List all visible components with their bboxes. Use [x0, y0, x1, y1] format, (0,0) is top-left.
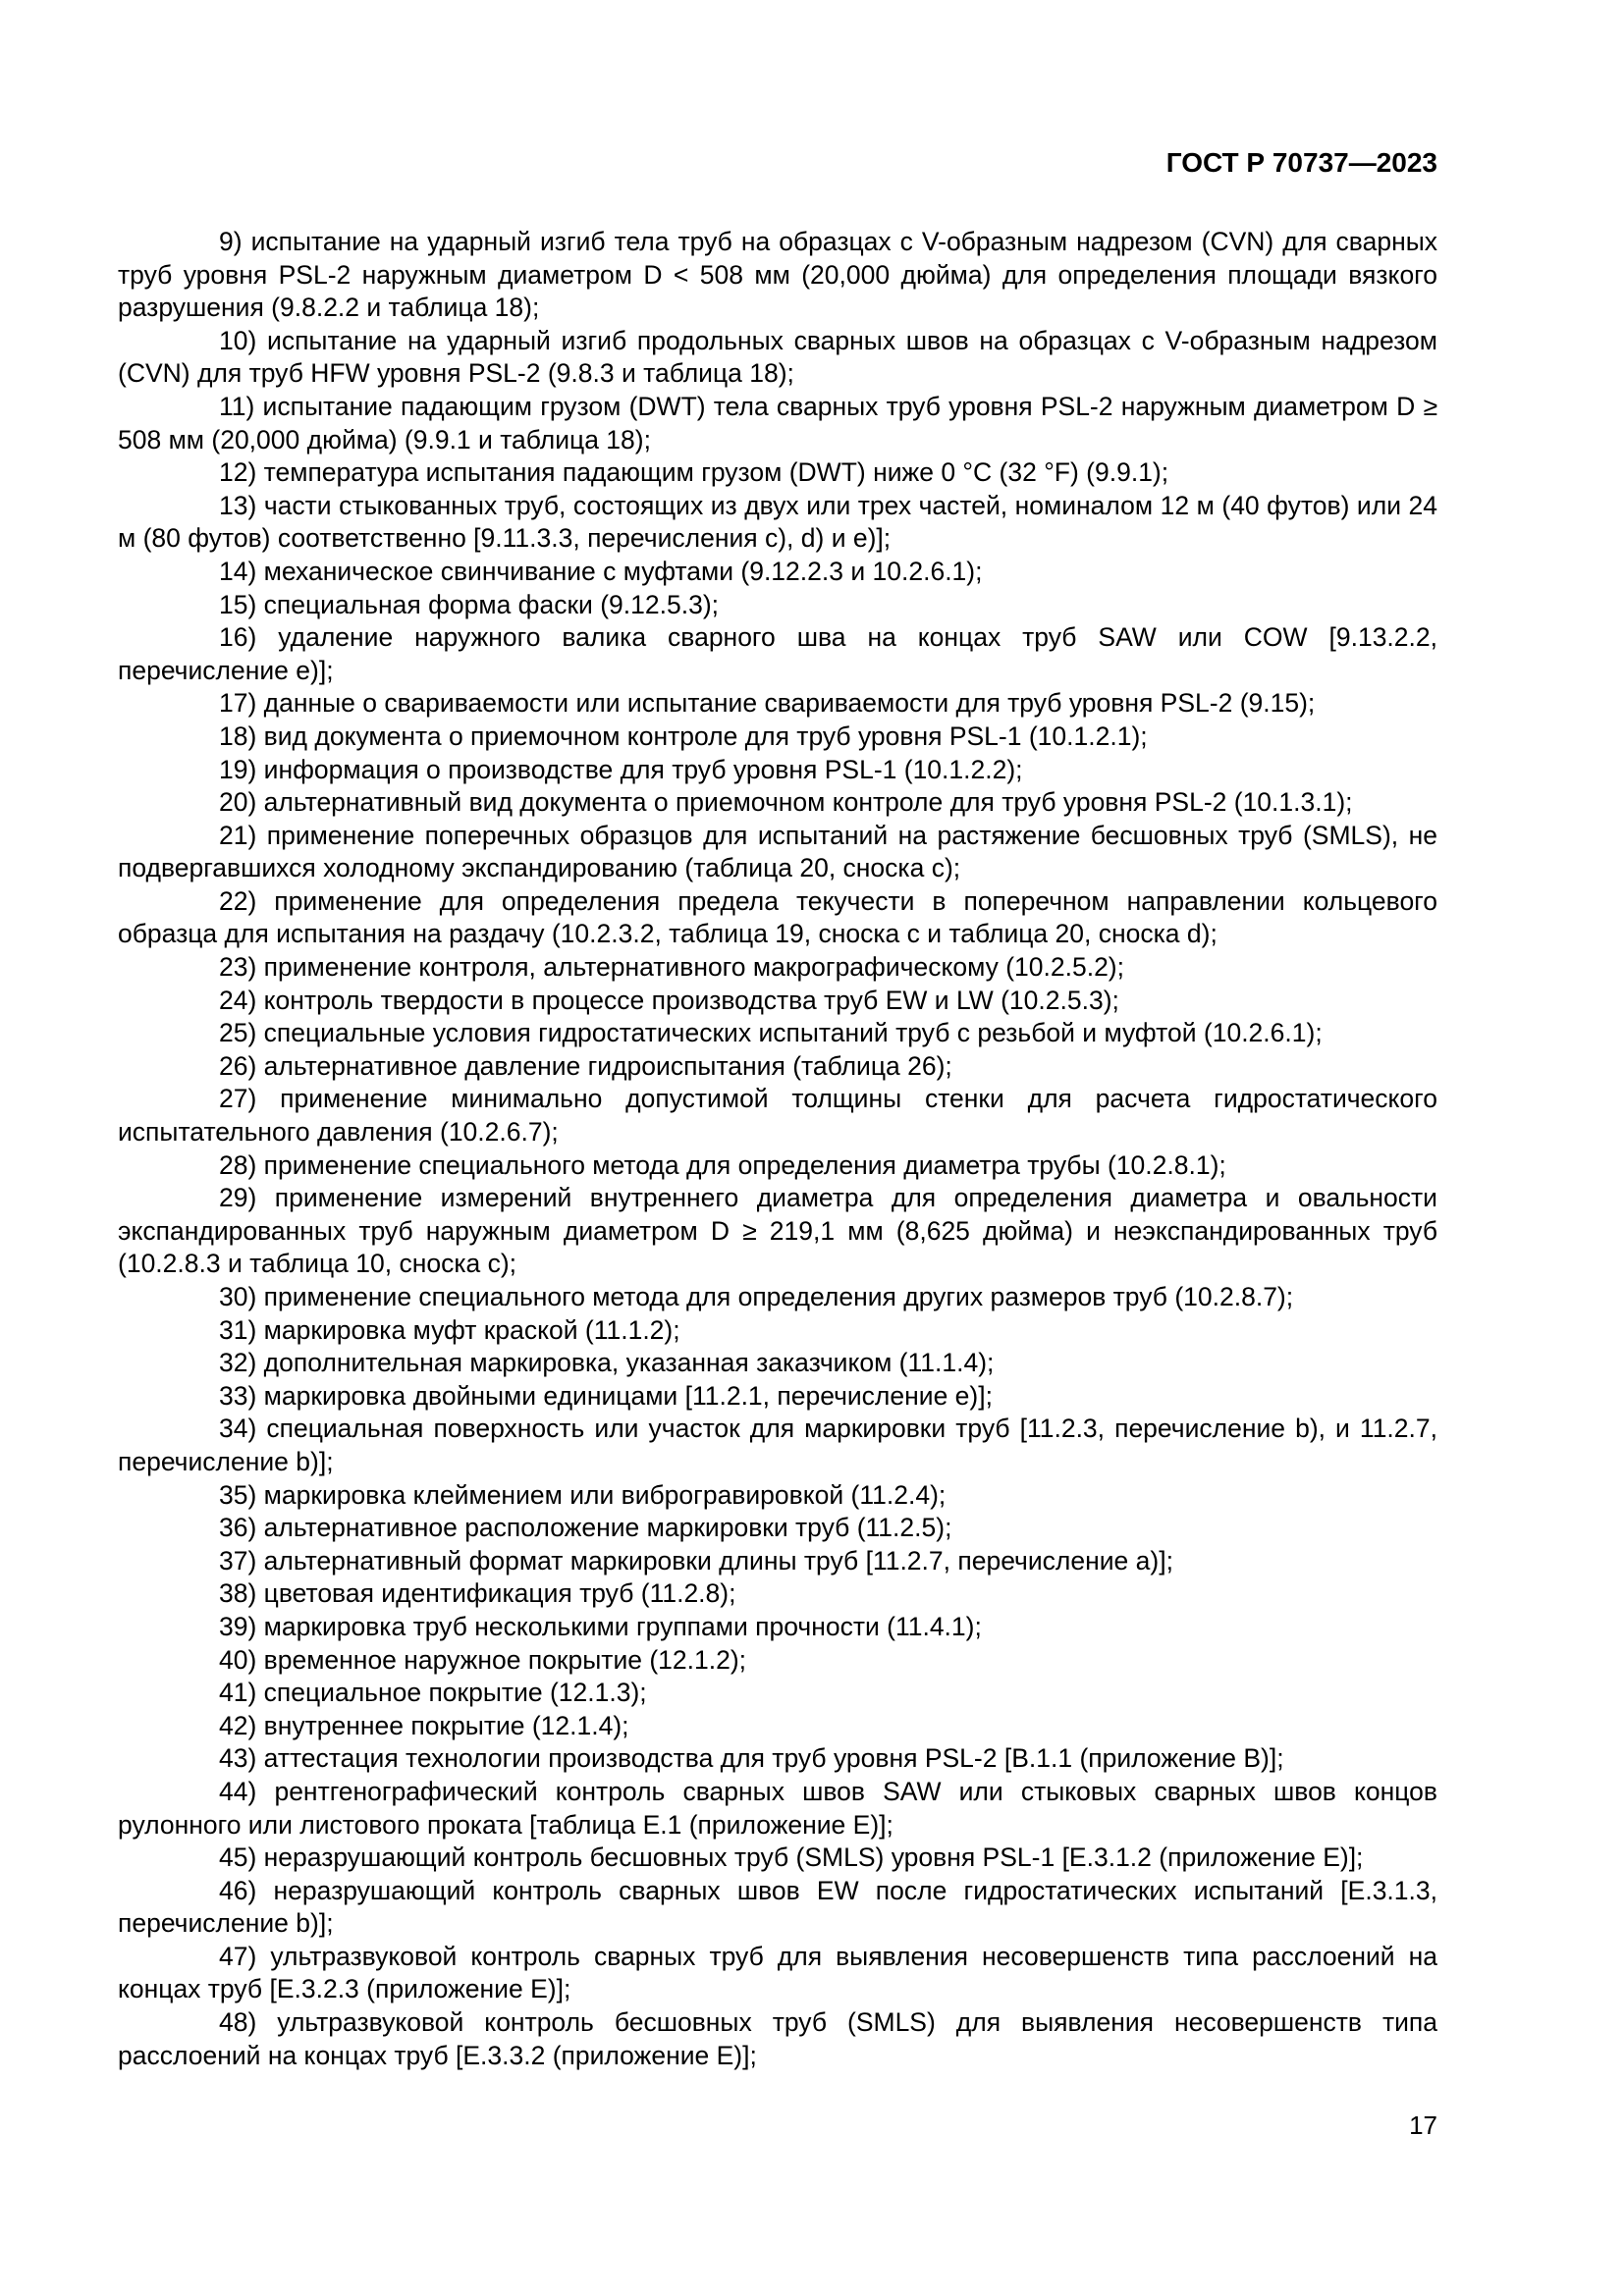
list-item: 31) маркировка муфт краской (11.1.2); [219, 1314, 680, 1345]
list-item: 38) цветовая идентификация труб (11.2.8); [219, 1578, 736, 1609]
list-item: 17) данные о свариваемости или испытание свариваемости для труб уровня PSL-2 (9.15); [219, 688, 1316, 719]
list-item: 37) альтернативный формат маркировки длины труб [11.2.7, перечисление a)]; [219, 1545, 1173, 1575]
list-item: 34) специальная поверхность или участок для маркировки труб [11.2.3, перечисление b), и 11.2.7, перечисление b)]; [118, 1414, 1437, 1476]
list-item: 47) ультразвуковой контроль сварных труб для выявления несовершенств типа расслоений на концах труб [E.3.2.3 (приложение E)]; [118, 1941, 1437, 2004]
list-item: 40) временное наружное покрытие (12.1.2); [219, 1644, 747, 1675]
list-item: 9) испытание на ударный изгиб тела труб на образцах с V-образным надрезом (CVN) для сварных труб уровня PSL-2 наружным диаметром D < 508 мм (20,000 дюйма) для определения площади вязкого разрушения (9.8.2.2 и таблица 18); [118, 227, 1437, 323]
list-item: 13) части стыкованных труб, состоящих из двух или трех частей, номиналом 12 м (40 футов) или 24 м (80 футов) соответственно [9.11.3.3, перечисления c), d) и e)]; [118, 490, 1437, 554]
list-item: 18) вид документа о приемочном контроле для труб уровня PSL-1 (10.1.2.1); [219, 721, 1148, 751]
list-item: 39) маркировка труб несколькими группами прочности (11.4.1); [219, 1611, 982, 1641]
list-item: 11) испытание падающим грузом (DWT) тела сварных труб уровня PSL-2 наружным диаметром D ≥ 508 мм (20,000 дюйма) (9.9.1 и таблица 18); [118, 391, 1437, 454]
list-item: 22) применение для определения предела текучести в поперечном направлении кольцевого образца для испытания на раздачу (10.2.3.2, таблица 19, сноска c и таблица 20, сноска d); [118, 885, 1437, 949]
list-item: 42) внутреннее покрытие (12.1.4); [219, 1710, 629, 1740]
list-item: 21) применение поперечных образцов для испытаний на растяжение бесшовных труб (SMLS), не подвергавшихся холодному экспандированию (таблица 20, сноска c); [118, 820, 1437, 883]
list-item: 26) альтернативное давление гидроиспытания (таблица 26); [219, 1050, 952, 1081]
list-item: 27) применение минимально допустимой толщины стенки для расчета гидростатического испытательного давления (10.2.6.7); [118, 1084, 1437, 1148]
list-item: 28) применение специального метода для определения диаметра трубы (10.2.8.1); [219, 1149, 1226, 1180]
list-item: 30) применение специального метода для определения других размеров труб (10.2.8.7); [219, 1282, 1294, 1311]
list-item: 10) испытание на ударный изгиб продольных сварных швов на образцах с V-образным надрезом (CVN) для труб HFW уровня PSL-2 (9.8.3 и таблица 18); [118, 325, 1437, 389]
list-item: 23) применение контроля, альтернативного макрографическому (10.2.5.2); [219, 952, 1124, 983]
list-item: 12) температура испытания падающим грузом (DWT) ниже 0 °C (32 °F) (9.9.1); [219, 457, 1169, 488]
list-item: 45) неразрушающий контроль бесшовных труб (SMLS) уровня PSL-1 [E.3.1.2 (приложение E)]; [219, 1842, 1364, 1873]
list-item: 24) контроль твердости в процессе производства труб EW и LW (10.2.5.3); [219, 985, 1119, 1015]
list-item: 33) маркировка двойными единицами [11.2.1, перечисление e)]; [219, 1380, 993, 1411]
list-item: 46) неразрушающий контроль сварных швов EW после гидростатических испытаний [E.3.1.3, перечисление b)]; [118, 1875, 1437, 1939]
list-item: 48) ультразвуковой контроль бесшовных труб (SMLS) для выявления несовершенств типа расслоений на концах труб [E.3.3.2 (приложение E)]; [118, 2007, 1437, 2070]
list-item: 41) специальное покрытие (12.1.3); [219, 1678, 647, 1708]
list-item: 20) альтернативный вид документа о приемочном контроле для труб уровня PSL-2 (10.1.3.1); [219, 787, 1353, 818]
list-item: 14) механическое свинчивание с муфтами (9.12.2.3 и 10.2.6.1); [219, 556, 983, 586]
list-item: 15) специальная форма фаски (9.12.5.3); [219, 589, 720, 619]
list-item: 16) удаление наружного валика сварного шва на концах труб SAW или COW [9.13.2.2, перечисление e)]; [118, 622, 1437, 685]
list-item: 35) маркировка клеймением или виброгравировкой (11.2.4); [219, 1479, 947, 1510]
requirements-list [118, 226, 1437, 2072]
standard-code-header: ГОСТ Р 70737—2023 [1165, 147, 1437, 178]
list-item: 32) дополнительная маркировка, указанная заказчиком (11.1.4); [219, 1348, 995, 1378]
list-item: 43) аттестация технологии производства для труб уровня PSL-2 [B.1.1 (приложение B)]; [219, 1743, 1284, 1774]
page-number: 17 [1409, 2110, 1437, 2140]
list-item: 44) рентгенографический контроль сварных швов SAW или стыковых сварных швов концов рулонного или листового проката [таблица E.1 (приложение E)]; [118, 1776, 1437, 1840]
list-item: 29) применение измерений внутреннего диаметра для определения диаметра и овальности экспандированных труб наружным диаметром D ≥ 219,1 мм (8,625 дюйма) и неэкспандированных труб (10.2.8.3 и таблица 10, сноска c); [118, 1183, 1437, 1279]
list-item: 25) специальные условия гидростатических испытаний труб с резьбой и муфтой (10.2.6.1); [219, 1018, 1323, 1048]
list-item: 19) информация о производстве для труб уровня PSL-1 (10.1.2.2); [219, 754, 1023, 784]
list-item: 36) альтернативное расположение маркировки труб (11.2.5); [219, 1513, 952, 1543]
